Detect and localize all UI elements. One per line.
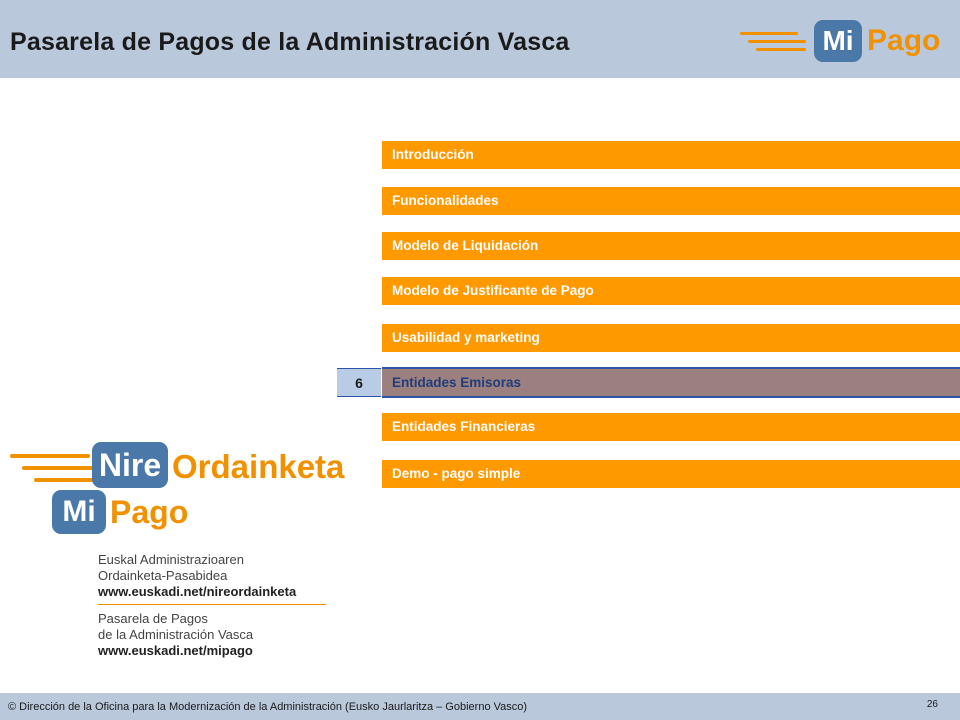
speed-line — [748, 40, 806, 43]
speed-line — [34, 478, 94, 482]
menu-item-label: Funcionalidades — [392, 193, 499, 208]
menu-item-label: Introducción — [392, 147, 474, 162]
menu-item-usabilidad[interactable] — [382, 324, 960, 352]
menu-item-label: Entidades Financieras — [392, 419, 536, 434]
logo-mi: Mi — [814, 20, 862, 62]
logo-nire: Nire — [92, 442, 168, 488]
brand-info — [98, 552, 338, 659]
menu-item-entidades-emisoras[interactable] — [382, 367, 960, 398]
header-bar — [0, 0, 960, 78]
logo-ordainketa: Ordainketa — [172, 448, 345, 485]
mipago-url: www.euskadi.net/mipago — [98, 643, 253, 658]
page-title: Pasarela de Pagos de la Administración Vasca — [10, 28, 570, 56]
nireordainketa-logo — [10, 440, 350, 540]
section-number-badge: 6 — [337, 368, 381, 397]
logo-pago: Pago — [867, 24, 941, 57]
info-line: Ordainketa-Pasabidea — [98, 568, 228, 583]
menu-item-introduccion[interactable] — [382, 141, 960, 169]
speed-line — [22, 466, 94, 470]
info-line: de la Administración Vasca — [98, 627, 254, 642]
info-line: Pasarela de Pagos — [98, 611, 208, 626]
info-line: Euskal Administrazioaren — [98, 552, 244, 567]
menu-item-funcionalidades[interactable] — [382, 187, 960, 215]
menu-item-label: Usabilidad y marketing — [392, 330, 540, 345]
footer-copyright: © Dirección de la Oficina para la Modernización de la Administración (Eusko Jaurlaritza – Gobierno Vasco) — [8, 701, 528, 713]
page-number: 26 — [926, 699, 938, 710]
nireordainketa-url: www.euskadi.net/nireordainketa — [98, 584, 297, 599]
info-divider — [98, 604, 326, 605]
speed-line — [756, 48, 806, 51]
mipago-logo — [740, 18, 945, 68]
logo-pago: Pago — [110, 494, 189, 530]
speed-line — [10, 454, 90, 458]
menu-item-label: Entidades Emisoras — [392, 375, 522, 390]
menu-item-label: Modelo de Liquidación — [392, 238, 539, 253]
menu-item-label: Modelo de Justificante de Pago — [392, 283, 594, 298]
speed-line — [740, 32, 798, 35]
menu-item-demo[interactable] — [382, 460, 960, 488]
menu-item-modelo-liquidacion[interactable] — [382, 232, 960, 260]
logo-mi: Mi — [52, 490, 106, 534]
menu-item-modelo-justificante[interactable] — [382, 277, 960, 305]
menu-item-label: Demo - pago simple — [392, 466, 521, 481]
menu-item-entidades-financieras[interactable] — [382, 413, 960, 441]
footer-bar — [0, 693, 960, 720]
